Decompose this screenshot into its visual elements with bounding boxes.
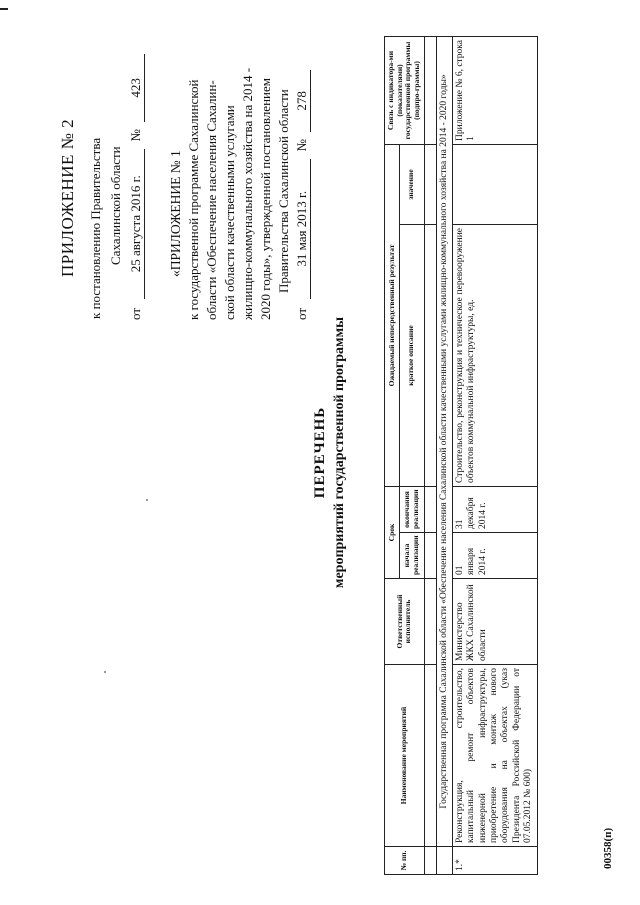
appendix2-line1: к постановлению Правительства: [88, 137, 103, 319]
document-heading: ПЕРЕЧЕНЬ: [312, 406, 328, 499]
spacer-row: [424, 36, 436, 874]
row-link: Приложение № 6, строка 1: [452, 36, 537, 144]
header-result-desc: краткое описание: [400, 224, 425, 486]
header-executor: Ответственный исполнитель: [385, 579, 425, 665]
header-name: Наименование мероприятий: [385, 665, 425, 847]
appendix1-line6: Правительства Сахалинской области: [276, 89, 291, 293]
appendix2-date-line: [128, 54, 145, 320]
appendix1-number: 278: [294, 70, 311, 132]
appendix1-date: 31 мая 2013 г.: [294, 159, 311, 299]
appendix2-line2: Сахалинской области: [108, 146, 123, 265]
scan-speck: [146, 499, 148, 501]
row-name: Реконструкция, строительство, капитальный ремонт объектов инженерной инфраструктуры, приобретение и монтаж нового оборудования на объектах (указ Президента Российской Федерации от 07.05.2012 № 600): [452, 665, 537, 847]
row-start: 01 января 2014 г.: [452, 533, 537, 579]
row-num: 1.*: [452, 847, 537, 875]
appendix1-num-sign: №: [294, 139, 309, 152]
document-subheading: мероприятий государственной программы: [332, 316, 347, 589]
document-code: 00358(п): [602, 827, 614, 869]
appendix1-line2: области «Обеспечение населения Сахалин-: [204, 80, 219, 320]
appendix1-title: «ПРИЛОЖЕНИЕ № 1: [168, 150, 183, 277]
appendix2-num-sign: №: [128, 129, 143, 142]
header-num: № пп.: [385, 847, 425, 875]
header-result-value: значение: [400, 144, 425, 224]
appendix2-number: 423: [128, 54, 145, 122]
row-executor: Министерство ЖКХ Сахалинской области: [452, 579, 537, 665]
row-end: 31 декабря 2014 г.: [452, 486, 537, 532]
appendix1-line1: к государственной программе Сахалинской: [186, 79, 201, 320]
header-link: Связь с индикатора-ми (показателями) государственной программы (подпро-граммы): [385, 36, 425, 144]
appendix1-date-prefix: от: [294, 307, 309, 320]
appendix2-date: 25 августа 2016 г.: [128, 149, 145, 299]
program-row: [436, 36, 452, 874]
appendix2-date-prefix: от: [128, 307, 143, 320]
row-desc: Строительство, реконструкция и техническое перевооружение объектов коммунальной инфраструктуры, ед.: [452, 224, 537, 486]
row-value: [452, 144, 537, 224]
header-term: Срок: [385, 486, 400, 578]
program-title-cell: Государственная программа Сахалинской области «Обеспечение населения Сахалинской области качественными услугами жилищно-коммунального хозяйства на 2014 - 2020 годы»: [436, 36, 452, 846]
appendix1-date-line: [294, 70, 311, 320]
appendix1-line5: 2020 годы», утвержденной постановлением: [258, 78, 273, 320]
header-term-start: начала реализации: [400, 533, 425, 579]
appendix1-line3: ской области качественными услугами: [222, 105, 237, 320]
measures-table: [384, 36, 538, 875]
scan-mark: [0, 8, 8, 10]
appendix1-line4: жилищно-коммунального хозяйства на 2014 -: [240, 67, 255, 320]
appendix2-title: ПРИЛОЖЕНИЕ № 2: [58, 118, 77, 277]
header-result: Ожидаемый непосредственный результат: [385, 144, 400, 486]
header-row-1: [385, 36, 400, 874]
header-term-end: окончания реализации: [400, 486, 425, 532]
scan-speck: [104, 671, 106, 673]
table-row: [452, 36, 537, 874]
